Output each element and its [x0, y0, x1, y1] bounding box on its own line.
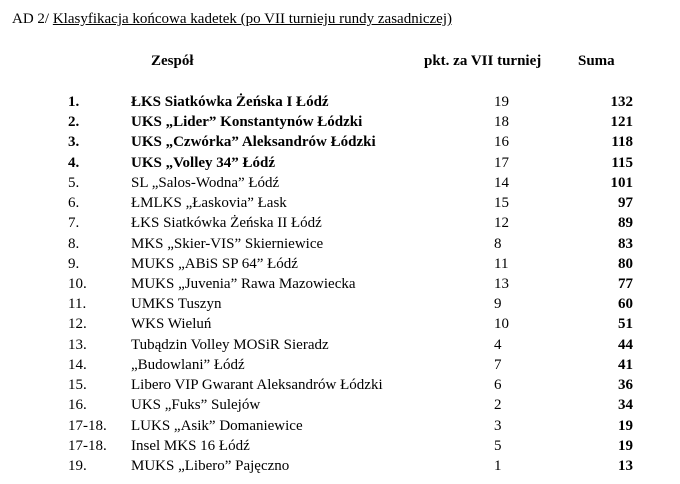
points-cell: 17 [494, 154, 509, 171]
table-row [0, 395, 680, 415]
rank-cell: 9. [68, 255, 80, 272]
team-name-cell: UKS „Czwórka” Aleksandrów Łódzki [131, 134, 376, 151]
column-header-sum: Suma [578, 53, 615, 69]
sum-cell: 77 [618, 275, 633, 292]
sum-cell: 19 [618, 417, 633, 434]
points-cell: 3 [494, 417, 502, 434]
points-cell: 4 [494, 336, 502, 353]
table-row [0, 274, 680, 294]
sum-cell: 101 [610, 174, 633, 191]
rank-cell: 8. [68, 235, 80, 252]
rank-cell: 12. [68, 316, 87, 333]
rank-cell: 15. [68, 377, 87, 394]
table-row [0, 355, 680, 375]
rank-cell: 4. [68, 154, 80, 171]
team-name-cell: LUKS „Asik” Domaniewice [131, 417, 303, 434]
rank-cell: 14. [68, 356, 87, 373]
rank-cell: 3. [68, 134, 80, 151]
team-name-cell: MKS „Skier-VIS” Skierniewice [131, 235, 324, 252]
team-name-cell: SL „Salos-Wodna” Łódź [131, 174, 280, 191]
sum-cell: 36 [618, 377, 633, 394]
heading-prefix: AD 2/ [12, 11, 50, 27]
team-name-cell: ŁKS Siatkówka Żeńska I Łódź [131, 94, 329, 110]
points-cell: 6 [494, 377, 502, 394]
table-row [0, 153, 680, 173]
rank-cell: 5. [68, 174, 80, 191]
table-row [0, 335, 680, 355]
rank-cell: 16. [68, 397, 87, 414]
table-row [0, 416, 680, 436]
team-name-cell: Insel MKS 16 Łódź [131, 437, 250, 454]
rank-cell: 10. [68, 275, 87, 292]
table-row [0, 193, 680, 213]
points-cell: 15 [494, 195, 509, 212]
points-cell: 8 [494, 235, 502, 252]
points-cell: 13 [494, 275, 509, 292]
team-name-cell: Tubądzin Volley MOSiR Sieradz [131, 336, 329, 353]
sum-cell: 89 [618, 215, 633, 232]
rank-cell: 1. [68, 94, 80, 110]
sum-cell: 60 [618, 296, 633, 313]
points-cell: 12 [494, 215, 509, 232]
table-row [0, 436, 680, 456]
table-row [0, 112, 680, 132]
table-row [0, 234, 680, 254]
team-name-cell: UKS „Lider” Konstantynów Łódzki [131, 114, 363, 131]
team-name-cell: UKS „Fuks” Sulejów [131, 397, 261, 414]
points-cell: 2 [494, 397, 502, 414]
points-cell: 18 [494, 114, 509, 131]
points-cell: 16 [494, 134, 509, 151]
team-name-cell: MUKS „Juvenia” Rawa Mazowiecka [131, 275, 356, 292]
team-name-cell: UMKS Tuszyn [131, 296, 222, 313]
sum-cell: 44 [618, 336, 633, 353]
heading-title: Klasyfikacja końcowa kadetek (po VII turnieju rundy zasadniczej) [52, 11, 452, 27]
team-name-cell: MUKS „ABiS SP 64” Łódź [131, 255, 298, 272]
points-cell: 10 [494, 316, 509, 333]
team-name-cell: UKS „Volley 34” Łódź [131, 154, 276, 171]
table-row [0, 314, 680, 334]
sum-cell: 132 [610, 94, 633, 110]
points-cell: 11 [494, 255, 509, 272]
sum-cell: 34 [618, 397, 633, 414]
rank-cell: 7. [68, 215, 80, 232]
points-cell: 9 [494, 296, 502, 313]
sum-cell: 83 [618, 235, 633, 252]
table-row [0, 294, 680, 314]
points-cell: 1 [494, 457, 502, 474]
table-row [0, 254, 680, 274]
team-name-cell: „Budowlani” Łódź [131, 356, 245, 373]
rank-cell: 2. [68, 114, 80, 131]
points-cell: 19 [494, 94, 509, 110]
rank-cell: 17-18. [68, 417, 107, 434]
points-cell: 7 [494, 356, 502, 373]
standings-table [0, 92, 680, 476]
table-row [0, 92, 680, 112]
sum-cell: 19 [618, 437, 633, 454]
sum-cell: 13 [618, 457, 633, 474]
team-name-cell: WKS Wieluń [131, 316, 212, 333]
points-cell: 5 [494, 437, 502, 454]
sum-cell: 97 [618, 195, 633, 212]
table-row [0, 213, 680, 233]
team-name-cell: ŁKS Siatkówka Żeńska II Łódź [131, 215, 322, 232]
sum-cell: 80 [618, 255, 633, 272]
table-row [0, 375, 680, 395]
column-header-team: Zespół [151, 53, 194, 69]
sum-cell: 51 [618, 316, 633, 333]
rank-cell: 6. [68, 195, 80, 212]
table-row [0, 456, 680, 476]
rank-cell: 19. [68, 457, 87, 474]
sum-cell: 115 [611, 154, 633, 171]
team-name-cell: Libero VIP Gwarant Aleksandrów Łódzki [131, 377, 383, 394]
sum-cell: 41 [618, 356, 633, 373]
points-cell: 14 [494, 174, 509, 191]
table-row [0, 173, 680, 193]
rank-cell: 13. [68, 336, 87, 353]
document-heading [12, 11, 452, 28]
team-name-cell: ŁMLKS „Łaskovia” Łask [131, 195, 287, 212]
rank-cell: 17-18. [68, 437, 107, 454]
table-row [0, 132, 680, 152]
column-header-points: pkt. za VII turniej [424, 53, 542, 69]
team-name-cell: MUKS „Libero” Pajęczno [131, 457, 290, 474]
rank-cell: 11. [68, 296, 87, 313]
sum-cell: 121 [610, 114, 633, 131]
sum-cell: 118 [611, 134, 633, 151]
